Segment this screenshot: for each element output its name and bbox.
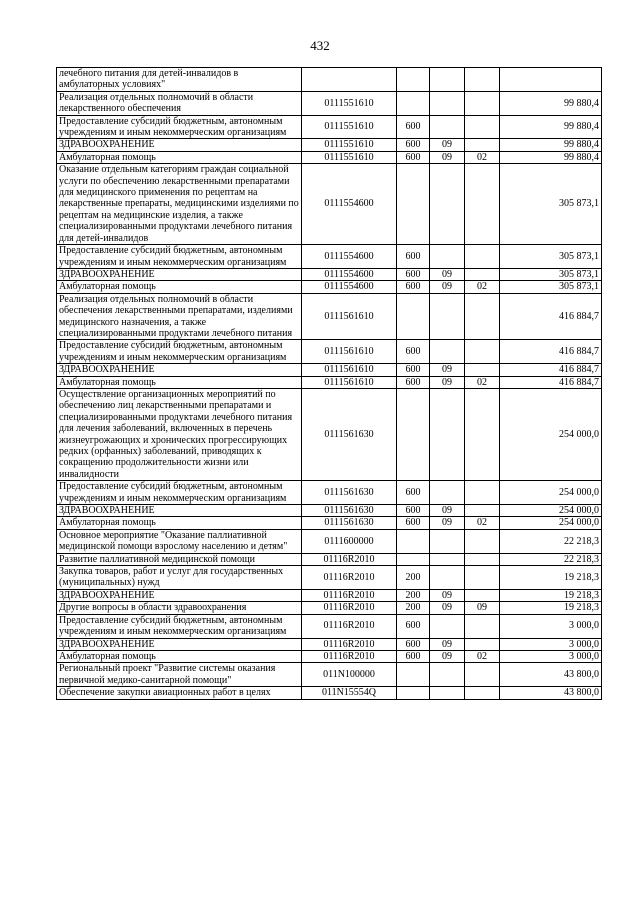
amount-cell: 19 218,3 — [500, 602, 602, 614]
target-article-code-cell: 0111561610 — [302, 376, 397, 388]
expense-type-code-cell: 600 — [397, 340, 430, 364]
subsection-code-cell: 09 — [465, 602, 500, 614]
row-name-cell: Основное мероприятие "Оказание паллиативной медицинской помощи взрослому населению и детям" — [57, 529, 302, 553]
subsection-code-cell: 02 — [465, 650, 500, 662]
amount-cell: 416 884,7 — [500, 293, 602, 340]
table-row — [57, 638, 602, 650]
section-code-cell — [430, 115, 465, 139]
table-row — [57, 529, 602, 553]
subsection-code-cell: 02 — [465, 376, 500, 388]
row-name-cell: Предоставление субсидий бюджетным, автономным учреждениям и иным некоммерческим организациям — [57, 115, 302, 139]
target-article-code-cell: 0111554600 — [302, 164, 397, 245]
table-row — [57, 164, 602, 245]
amount-cell: 3 000,0 — [500, 638, 602, 650]
subsection-code-cell — [465, 687, 500, 699]
target-article-code-cell: 011N15554Q — [302, 687, 397, 699]
table-row — [57, 115, 602, 139]
table-row — [57, 364, 602, 376]
target-article-code-cell: 0111561630 — [302, 388, 397, 480]
expense-type-code-cell: 600 — [397, 245, 430, 269]
expense-type-code-cell: 600 — [397, 376, 430, 388]
section-code-cell: 09 — [430, 364, 465, 376]
table-row — [57, 517, 602, 529]
budget-table — [56, 67, 602, 700]
target-article-code-cell: 01116R2010 — [302, 650, 397, 662]
amount-cell: 19 218,3 — [500, 589, 602, 601]
section-code-cell — [430, 68, 465, 92]
section-code-cell: 09 — [430, 268, 465, 280]
section-code-cell: 09 — [430, 151, 465, 163]
table-row — [57, 614, 602, 638]
table-row — [57, 139, 602, 151]
section-code-cell: 09 — [430, 139, 465, 151]
expense-type-code-cell: 600 — [397, 505, 430, 517]
target-article-code-cell: 0111551610 — [302, 91, 397, 115]
target-article-code-cell: 0111554600 — [302, 268, 397, 280]
subsection-code-cell — [465, 115, 500, 139]
section-code-cell — [430, 293, 465, 340]
section-code-cell — [430, 614, 465, 638]
target-article-code-cell: 0111551610 — [302, 151, 397, 163]
amount-cell: 254 000,0 — [500, 505, 602, 517]
subsection-code-cell — [465, 268, 500, 280]
row-name-cell: Предоставление субсидий бюджетным, автономным учреждениям и иным некоммерческим организациям — [57, 481, 302, 505]
amount-cell: 22 218,3 — [500, 529, 602, 553]
row-name-cell: Амбулаторная помощь — [57, 151, 302, 163]
subsection-code-cell — [465, 245, 500, 269]
subsection-code-cell — [465, 340, 500, 364]
amount-cell: 22 218,3 — [500, 553, 602, 565]
table-row — [57, 505, 602, 517]
row-name-cell: ЗДРАВООХРАНЕНИЕ — [57, 364, 302, 376]
table-row — [57, 566, 602, 590]
section-code-cell — [430, 388, 465, 480]
target-article-code-cell: 01116R2010 — [302, 614, 397, 638]
row-name-cell: Другие вопросы в области здравоохранения — [57, 602, 302, 614]
expense-type-code-cell — [397, 663, 430, 687]
subsection-code-cell — [465, 364, 500, 376]
amount-cell — [500, 68, 602, 92]
row-name-cell: Предоставление субсидий бюджетным, автономным учреждениям и иным некоммерческим организациям — [57, 614, 302, 638]
section-code-cell — [430, 529, 465, 553]
amount-cell: 305 873,1 — [500, 164, 602, 245]
row-name-cell: ЗДРАВООХРАНЕНИЕ — [57, 268, 302, 280]
row-name-cell: Развитие паллиативной медицинской помощи — [57, 553, 302, 565]
table-row — [57, 602, 602, 614]
section-code-cell — [430, 245, 465, 269]
row-name-cell: Амбулаторная помощь — [57, 650, 302, 662]
expense-type-code-cell — [397, 91, 430, 115]
table-row — [57, 481, 602, 505]
expense-type-code-cell: 600 — [397, 517, 430, 529]
table-row — [57, 340, 602, 364]
row-name-cell: ЗДРАВООХРАНЕНИЕ — [57, 638, 302, 650]
subsection-code-cell — [465, 614, 500, 638]
expense-type-code-cell: 600 — [397, 139, 430, 151]
expense-type-code-cell: 200 — [397, 566, 430, 590]
expense-type-code-cell: 600 — [397, 614, 430, 638]
expense-type-code-cell: 600 — [397, 268, 430, 280]
expense-type-code-cell: 600 — [397, 650, 430, 662]
expense-type-code-cell: 600 — [397, 115, 430, 139]
subsection-code-cell: 02 — [465, 151, 500, 163]
section-code-cell: 09 — [430, 376, 465, 388]
expense-type-code-cell — [397, 388, 430, 480]
amount-cell: 3 000,0 — [500, 650, 602, 662]
section-code-cell: 09 — [430, 517, 465, 529]
target-article-code-cell: 0111561630 — [302, 481, 397, 505]
expense-type-code-cell: 600 — [397, 364, 430, 376]
target-article-code-cell: 0111561610 — [302, 340, 397, 364]
amount-cell: 99 880,4 — [500, 139, 602, 151]
row-name-cell: Предоставление субсидий бюджетным, автономным учреждениям и иным некоммерческим организациям — [57, 340, 302, 364]
expense-type-code-cell: 200 — [397, 589, 430, 601]
row-name-cell: Амбулаторная помощь — [57, 281, 302, 293]
subsection-code-cell: 02 — [465, 281, 500, 293]
section-code-cell — [430, 91, 465, 115]
target-article-code-cell: 0111554600 — [302, 245, 397, 269]
table-row — [57, 151, 602, 163]
section-code-cell — [430, 481, 465, 505]
subsection-code-cell — [465, 164, 500, 245]
target-article-code-cell — [302, 68, 397, 92]
subsection-code-cell — [465, 139, 500, 151]
target-article-code-cell: 0111561610 — [302, 293, 397, 340]
row-name-cell: ЗДРАВООХРАНЕНИЕ — [57, 505, 302, 517]
section-code-cell: 09 — [430, 602, 465, 614]
target-article-code-cell: 0111561610 — [302, 364, 397, 376]
row-name-cell: ЗДРАВООХРАНЕНИЕ — [57, 139, 302, 151]
subsection-code-cell — [465, 529, 500, 553]
row-name-cell: Реализация отдельных полномочий в области обеспечения лекарственными препаратами, изделиями медицинского назначения, а также специализированными продуктами лечебного питания — [57, 293, 302, 340]
subsection-code-cell — [465, 638, 500, 650]
amount-cell: 416 884,7 — [500, 340, 602, 364]
row-name-cell: Осуществление организационных мероприятий по обеспечению лиц лекарственными препаратами и специализированными продуктами лечебного питания для лечения заболеваний, включенных в перечень жизнеугрожающих и хронических прогрессирующих редких (орфанных) заболеваний, приводящих к сокращению продолжительности жизни или инвалидности — [57, 388, 302, 480]
section-code-cell: 09 — [430, 650, 465, 662]
table-row — [57, 376, 602, 388]
table-row — [57, 281, 602, 293]
amount-cell: 19 218,3 — [500, 566, 602, 590]
subsection-code-cell — [465, 553, 500, 565]
amount-cell: 254 000,0 — [500, 481, 602, 505]
subsection-code-cell — [465, 663, 500, 687]
table-row — [57, 553, 602, 565]
expense-type-code-cell — [397, 293, 430, 340]
target-article-code-cell: 0111600000 — [302, 529, 397, 553]
row-name-cell: Закупка товаров, работ и услуг для государственных (муниципальных) нужд — [57, 566, 302, 590]
table-row — [57, 68, 602, 92]
subsection-code-cell — [465, 68, 500, 92]
subsection-code-cell — [465, 293, 500, 340]
target-article-code-cell: 01116R2010 — [302, 566, 397, 590]
expense-type-code-cell — [397, 529, 430, 553]
table-row — [57, 589, 602, 601]
subsection-code-cell — [465, 566, 500, 590]
target-article-code-cell: 01116R2010 — [302, 553, 397, 565]
section-code-cell — [430, 164, 465, 245]
expense-type-code-cell: 200 — [397, 602, 430, 614]
target-article-code-cell: 0111551610 — [302, 139, 397, 151]
section-code-cell: 09 — [430, 281, 465, 293]
target-article-code-cell: 0111554600 — [302, 281, 397, 293]
row-name-cell: ЗДРАВООХРАНЕНИЕ — [57, 589, 302, 601]
amount-cell: 43 800,0 — [500, 687, 602, 699]
row-name-cell: Региональный проект "Развитие системы оказания первичной медико-санитарной помощи" — [57, 663, 302, 687]
table-row — [57, 388, 602, 480]
row-name-cell: Реализация отдельных полномочий в области лекарственного обеспечения — [57, 91, 302, 115]
section-code-cell — [430, 566, 465, 590]
expense-type-code-cell — [397, 687, 430, 699]
amount-cell: 43 800,0 — [500, 663, 602, 687]
target-article-code-cell: 011N100000 — [302, 663, 397, 687]
subsection-code-cell — [465, 589, 500, 601]
page-number: 432 — [310, 38, 330, 53]
amount-cell: 305 873,1 — [500, 245, 602, 269]
amount-cell: 254 000,0 — [500, 388, 602, 480]
target-article-code-cell: 01116R2010 — [302, 589, 397, 601]
amount-cell: 99 880,4 — [500, 91, 602, 115]
expense-type-code-cell: 600 — [397, 151, 430, 163]
target-article-code-cell: 01116R2010 — [302, 638, 397, 650]
expense-type-code-cell: 600 — [397, 281, 430, 293]
row-name-cell: Оказание отдельным категориям граждан социальной услуги по обеспечению лекарственными препаратами для медицинского применения по рецептам на лекарственные препараты, медицинскими изделиями по рецептам на медицинские изделия, а также специализированными продуктами лечебного питания для детей-инвалидов — [57, 164, 302, 245]
table-row — [57, 268, 602, 280]
subsection-code-cell — [465, 388, 500, 480]
amount-cell: 416 884,7 — [500, 376, 602, 388]
amount-cell: 99 880,4 — [500, 151, 602, 163]
table-row — [57, 245, 602, 269]
expense-type-code-cell: 600 — [397, 638, 430, 650]
amount-cell: 305 873,1 — [500, 281, 602, 293]
table-row — [57, 293, 602, 340]
subsection-code-cell — [465, 481, 500, 505]
table-row — [57, 687, 602, 699]
row-name-cell: Предоставление субсидий бюджетным, автономным учреждениям и иным некоммерческим организациям — [57, 245, 302, 269]
amount-cell: 305 873,1 — [500, 268, 602, 280]
table-row — [57, 650, 602, 662]
amount-cell: 254 000,0 — [500, 517, 602, 529]
expense-type-code-cell — [397, 68, 430, 92]
expense-type-code-cell: 600 — [397, 481, 430, 505]
section-code-cell — [430, 663, 465, 687]
table-row — [57, 91, 602, 115]
row-name-cell: лечебного питания для детей-инвалидов в амбулаторных условиях" — [57, 68, 302, 92]
target-article-code-cell: 01116R2010 — [302, 602, 397, 614]
target-article-code-cell: 0111551610 — [302, 115, 397, 139]
target-article-code-cell: 0111561630 — [302, 505, 397, 517]
section-code-cell — [430, 687, 465, 699]
row-name-cell: Обеспечение закупки авиационных работ в целях — [57, 687, 302, 699]
amount-cell: 416 884,7 — [500, 364, 602, 376]
subsection-code-cell: 02 — [465, 517, 500, 529]
section-code-cell: 09 — [430, 505, 465, 517]
row-name-cell: Амбулаторная помощь — [57, 376, 302, 388]
amount-cell: 3 000,0 — [500, 614, 602, 638]
section-code-cell — [430, 553, 465, 565]
subsection-code-cell — [465, 505, 500, 517]
expense-type-code-cell — [397, 553, 430, 565]
row-name-cell: Амбулаторная помощь — [57, 517, 302, 529]
target-article-code-cell: 0111561630 — [302, 517, 397, 529]
table-row — [57, 663, 602, 687]
section-code-cell: 09 — [430, 638, 465, 650]
section-code-cell — [430, 340, 465, 364]
subsection-code-cell — [465, 91, 500, 115]
expense-type-code-cell — [397, 164, 430, 245]
section-code-cell: 09 — [430, 589, 465, 601]
amount-cell: 99 880,4 — [500, 115, 602, 139]
